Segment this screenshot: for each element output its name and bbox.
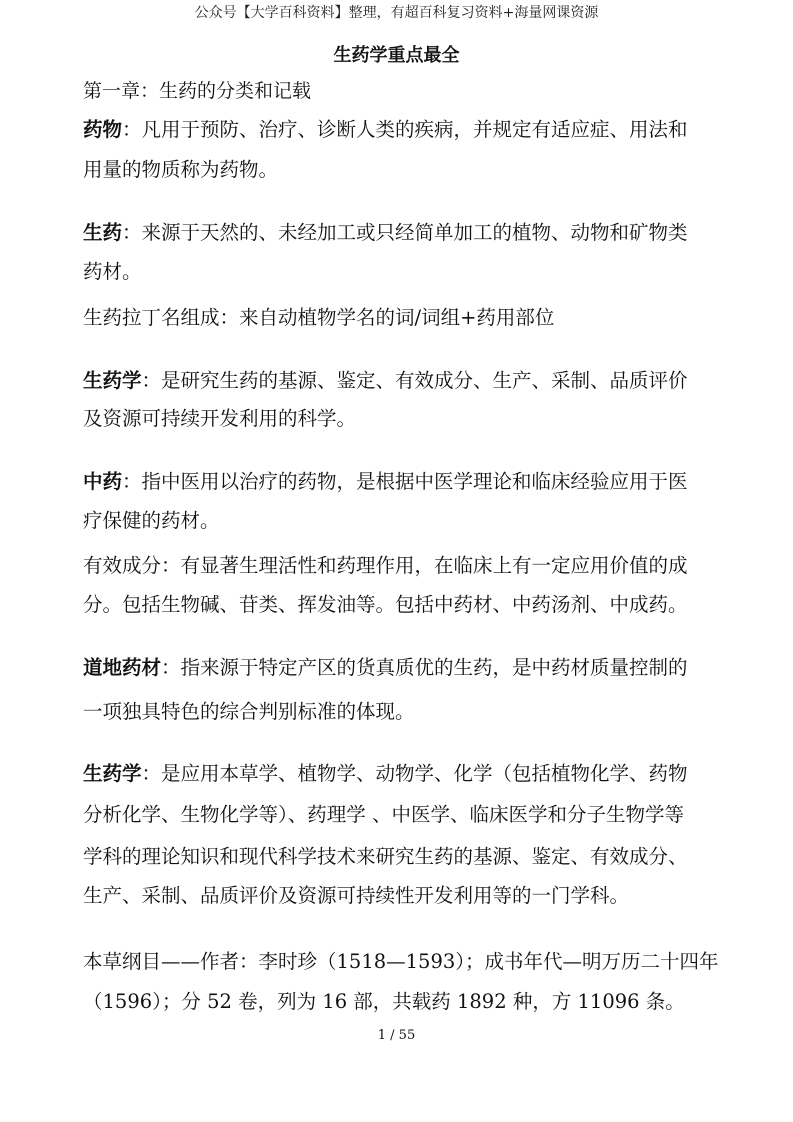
text-line <box>83 221 688 245</box>
text-line <box>83 470 688 494</box>
chapter-heading: 第一章：生药的分类和记载 <box>83 80 312 102</box>
text-line <box>83 884 629 908</box>
line-text: 有效成分：有显著生理活性和药理作用，在临床上有一定应用价值的成 <box>83 554 688 577</box>
text-line <box>83 407 356 431</box>
page-number: 1 / 55 <box>377 1028 416 1043</box>
line-text: 分。包括生物碱、苷类、挥发油等。包括中药材、中药汤剂、中成药。 <box>83 593 688 616</box>
line-text: （1596）；分 52 卷，列为 16 部，共载药 1892 种，方 11096 条。 <box>83 990 685 1013</box>
line-text: 学科的理论知识和现代科学技术来研究生药的基源、鉴定、有效成分、 <box>83 845 688 868</box>
line-text: 用量的物质称为药物。 <box>83 158 279 181</box>
text-line <box>83 554 688 578</box>
page-header: 公众号【大学百科资料】整理，有超百科复习资料+海量网课资源 <box>194 5 599 21</box>
line-text: 及资源可持续开发利用的科学。 <box>83 407 357 430</box>
text-line <box>83 762 688 786</box>
text-line <box>83 950 719 974</box>
line-text: ：来源于天然的、未经加工或只经简单加工的植物、动物和矿物类 <box>122 221 688 244</box>
line-text: ：凡用于预防、治疗、诊断人类的疾病，并规定有适应症、用法和 <box>122 118 688 141</box>
text-line <box>83 260 142 284</box>
line-text: ：指来源于特定产区的货真质优的生药，是中药材质量控制的 <box>161 656 688 679</box>
document-title: 生药学重点最全 <box>333 45 460 66</box>
text-line <box>83 369 688 393</box>
term-label: 生药 <box>83 221 123 244</box>
text-line <box>83 118 688 142</box>
line-text: 生产、采制、品质评价及资源可持续性开发利用等的一门学科。 <box>83 884 630 907</box>
text-line <box>83 803 684 827</box>
line-text: ：指中医用以治疗的药物，是根据中医学理论和临床经验应用于医 <box>122 470 688 493</box>
text-line <box>83 158 278 182</box>
line-text: 一项独具特色的综合判别标准的体现。 <box>83 700 415 723</box>
term-label: 生药学 <box>83 369 142 392</box>
text-line <box>83 656 688 680</box>
text-line <box>83 700 415 724</box>
line-text: 药材。 <box>83 260 142 283</box>
text-line <box>83 509 220 533</box>
line-text: 本草纲目——作者：李时珍（1518—1593）；成书年代—明万历二十四年 <box>83 950 719 973</box>
term-label: 药物 <box>83 118 123 141</box>
text-line <box>83 990 685 1014</box>
line-text: 生药拉丁名组成：来自动植物学名的词/词组+药用部位 <box>83 306 555 329</box>
line-text: ：是应用本草学、植物学、动物学、化学（包括植物化学、药物 <box>141 762 688 785</box>
term-label: 中药 <box>83 470 123 493</box>
term-label: 生药学 <box>83 762 142 785</box>
text-line <box>83 306 554 330</box>
line-text: 疗保健的药材。 <box>83 509 220 532</box>
line-text: 分析化学、生物化学等）、药理学 、中医学、临床医学和分子生物学等 <box>83 803 684 826</box>
term-label: 道地药材 <box>83 656 162 679</box>
text-line <box>83 845 688 869</box>
line-text: ：是研究生药的基源、鉴定、有效成分、生产、采制、品质评价 <box>141 369 688 392</box>
text-line <box>83 593 688 617</box>
